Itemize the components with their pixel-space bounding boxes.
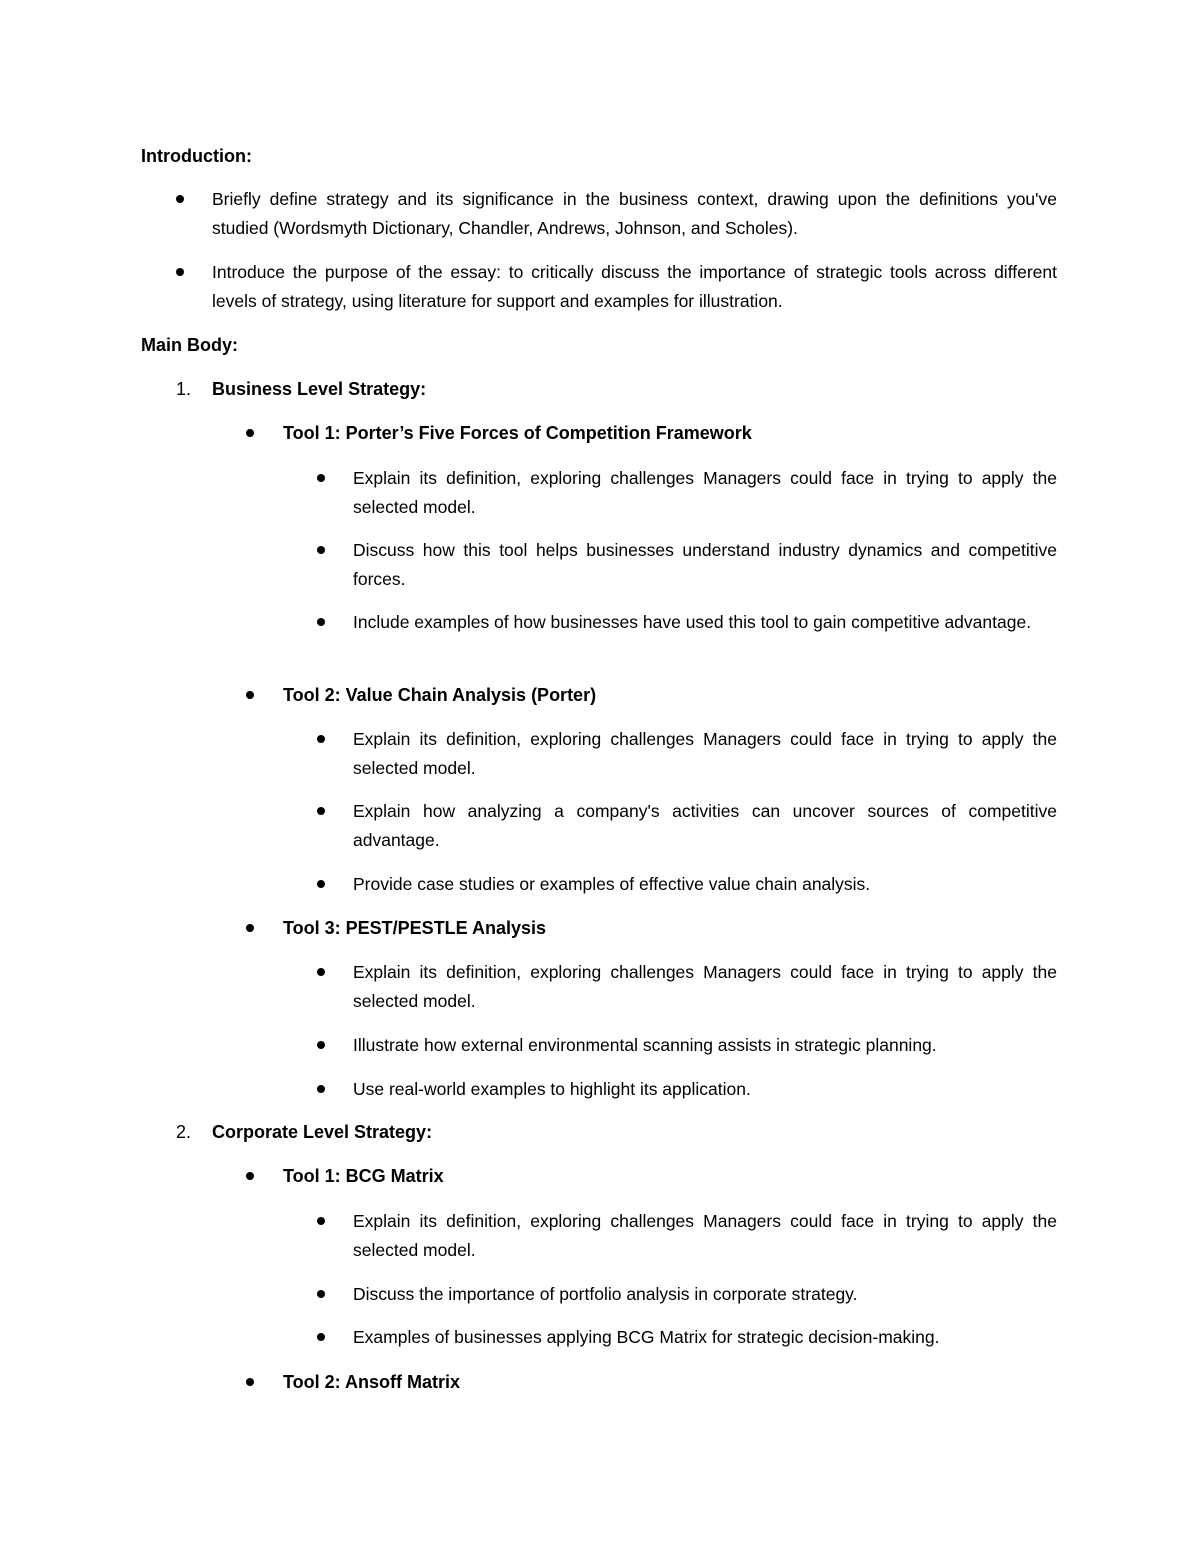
- tool-point: Explain its definition, exploring challenges Managers could face in trying to apply the selected model.: [353, 962, 1057, 1011]
- section-title-corporate-level: Corporate Level Strategy:: [212, 1122, 433, 1142]
- intro-bullet-2: Introduce the purpose of the essay: to critically discuss the importance of strategic tools across different levels of strategy, using literature for support and examples for illustration.: [212, 262, 1057, 311]
- bullet-icon: [317, 474, 325, 482]
- bullet-icon: [246, 924, 254, 932]
- bullet-icon: [176, 195, 184, 203]
- bullet-icon: [317, 735, 325, 743]
- tool-point: Use real-world examples to highlight its application.: [353, 1079, 751, 1099]
- bullet-icon: [317, 1085, 325, 1093]
- intro-bullet-1: Briefly define strategy and its significance in the business context, drawing upon the definitions you've studied (Wordsmyth Dictionary, Chandler, Andrews, Johnson, and Scholes).: [212, 189, 1057, 238]
- tool-point: Examples of businesses applying BCG Matrix for strategic decision-making.: [353, 1327, 940, 1347]
- bullet-icon: [317, 546, 325, 554]
- tool-title: Tool 2: Value Chain Analysis (Porter): [283, 685, 597, 705]
- section-number: 1.: [176, 379, 192, 399]
- tool-point: Illustrate how external environmental scanning assists in strategic planning.: [353, 1035, 937, 1055]
- bullet-icon: [317, 1333, 325, 1341]
- bullet-icon: [246, 1378, 254, 1386]
- bullet-icon: [317, 880, 325, 888]
- main-body-heading: Main Body:: [141, 335, 238, 355]
- bullet-icon: [317, 1217, 325, 1225]
- bullet-icon: [317, 1041, 325, 1049]
- tool-point: Include examples of how businesses have used this tool to gain competitive advantage.: [353, 612, 1032, 632]
- bullet-icon: [246, 1172, 254, 1180]
- tool-title: Tool 1: Porter’s Five Forces of Competition Framework: [283, 423, 752, 443]
- tool-point: Discuss how this tool helps businesses understand industry dynamics and competitive forces.: [353, 540, 1057, 589]
- bullet-icon: [317, 1290, 325, 1298]
- section-number: 2.: [176, 1122, 192, 1142]
- tool-point: Provide case studies or examples of effective value chain analysis.: [353, 874, 871, 894]
- tool-title: Tool 1: BCG Matrix: [283, 1166, 444, 1186]
- tool-point: Discuss the importance of portfolio analysis in corporate strategy.: [353, 1284, 858, 1304]
- bullet-icon: [246, 429, 254, 437]
- bullet-icon: [317, 807, 325, 815]
- tool-point: Explain its definition, exploring challenges Managers could face in trying to apply the selected model.: [353, 729, 1057, 778]
- tool-title: Tool 3: PEST/PESTLE Analysis: [283, 918, 547, 938]
- tool-point: Explain its definition, exploring challenges Managers could face in trying to apply the selected model.: [353, 1211, 1057, 1260]
- bullet-icon: [317, 968, 325, 976]
- tool-title: Tool 2: Ansoff Matrix: [283, 1372, 460, 1392]
- section-title-business-level: Business Level Strategy:: [212, 379, 427, 399]
- intro-heading: Introduction:: [141, 146, 252, 166]
- bullet-icon: [246, 691, 254, 699]
- bullet-icon: [176, 268, 184, 276]
- bullet-icon: [317, 618, 325, 626]
- tool-point: Explain its definition, exploring challenges Managers could face in trying to apply the selected model.: [353, 468, 1057, 517]
- tool-point: Explain how analyzing a company's activities can uncover sources of competitive advantage.: [353, 801, 1057, 850]
